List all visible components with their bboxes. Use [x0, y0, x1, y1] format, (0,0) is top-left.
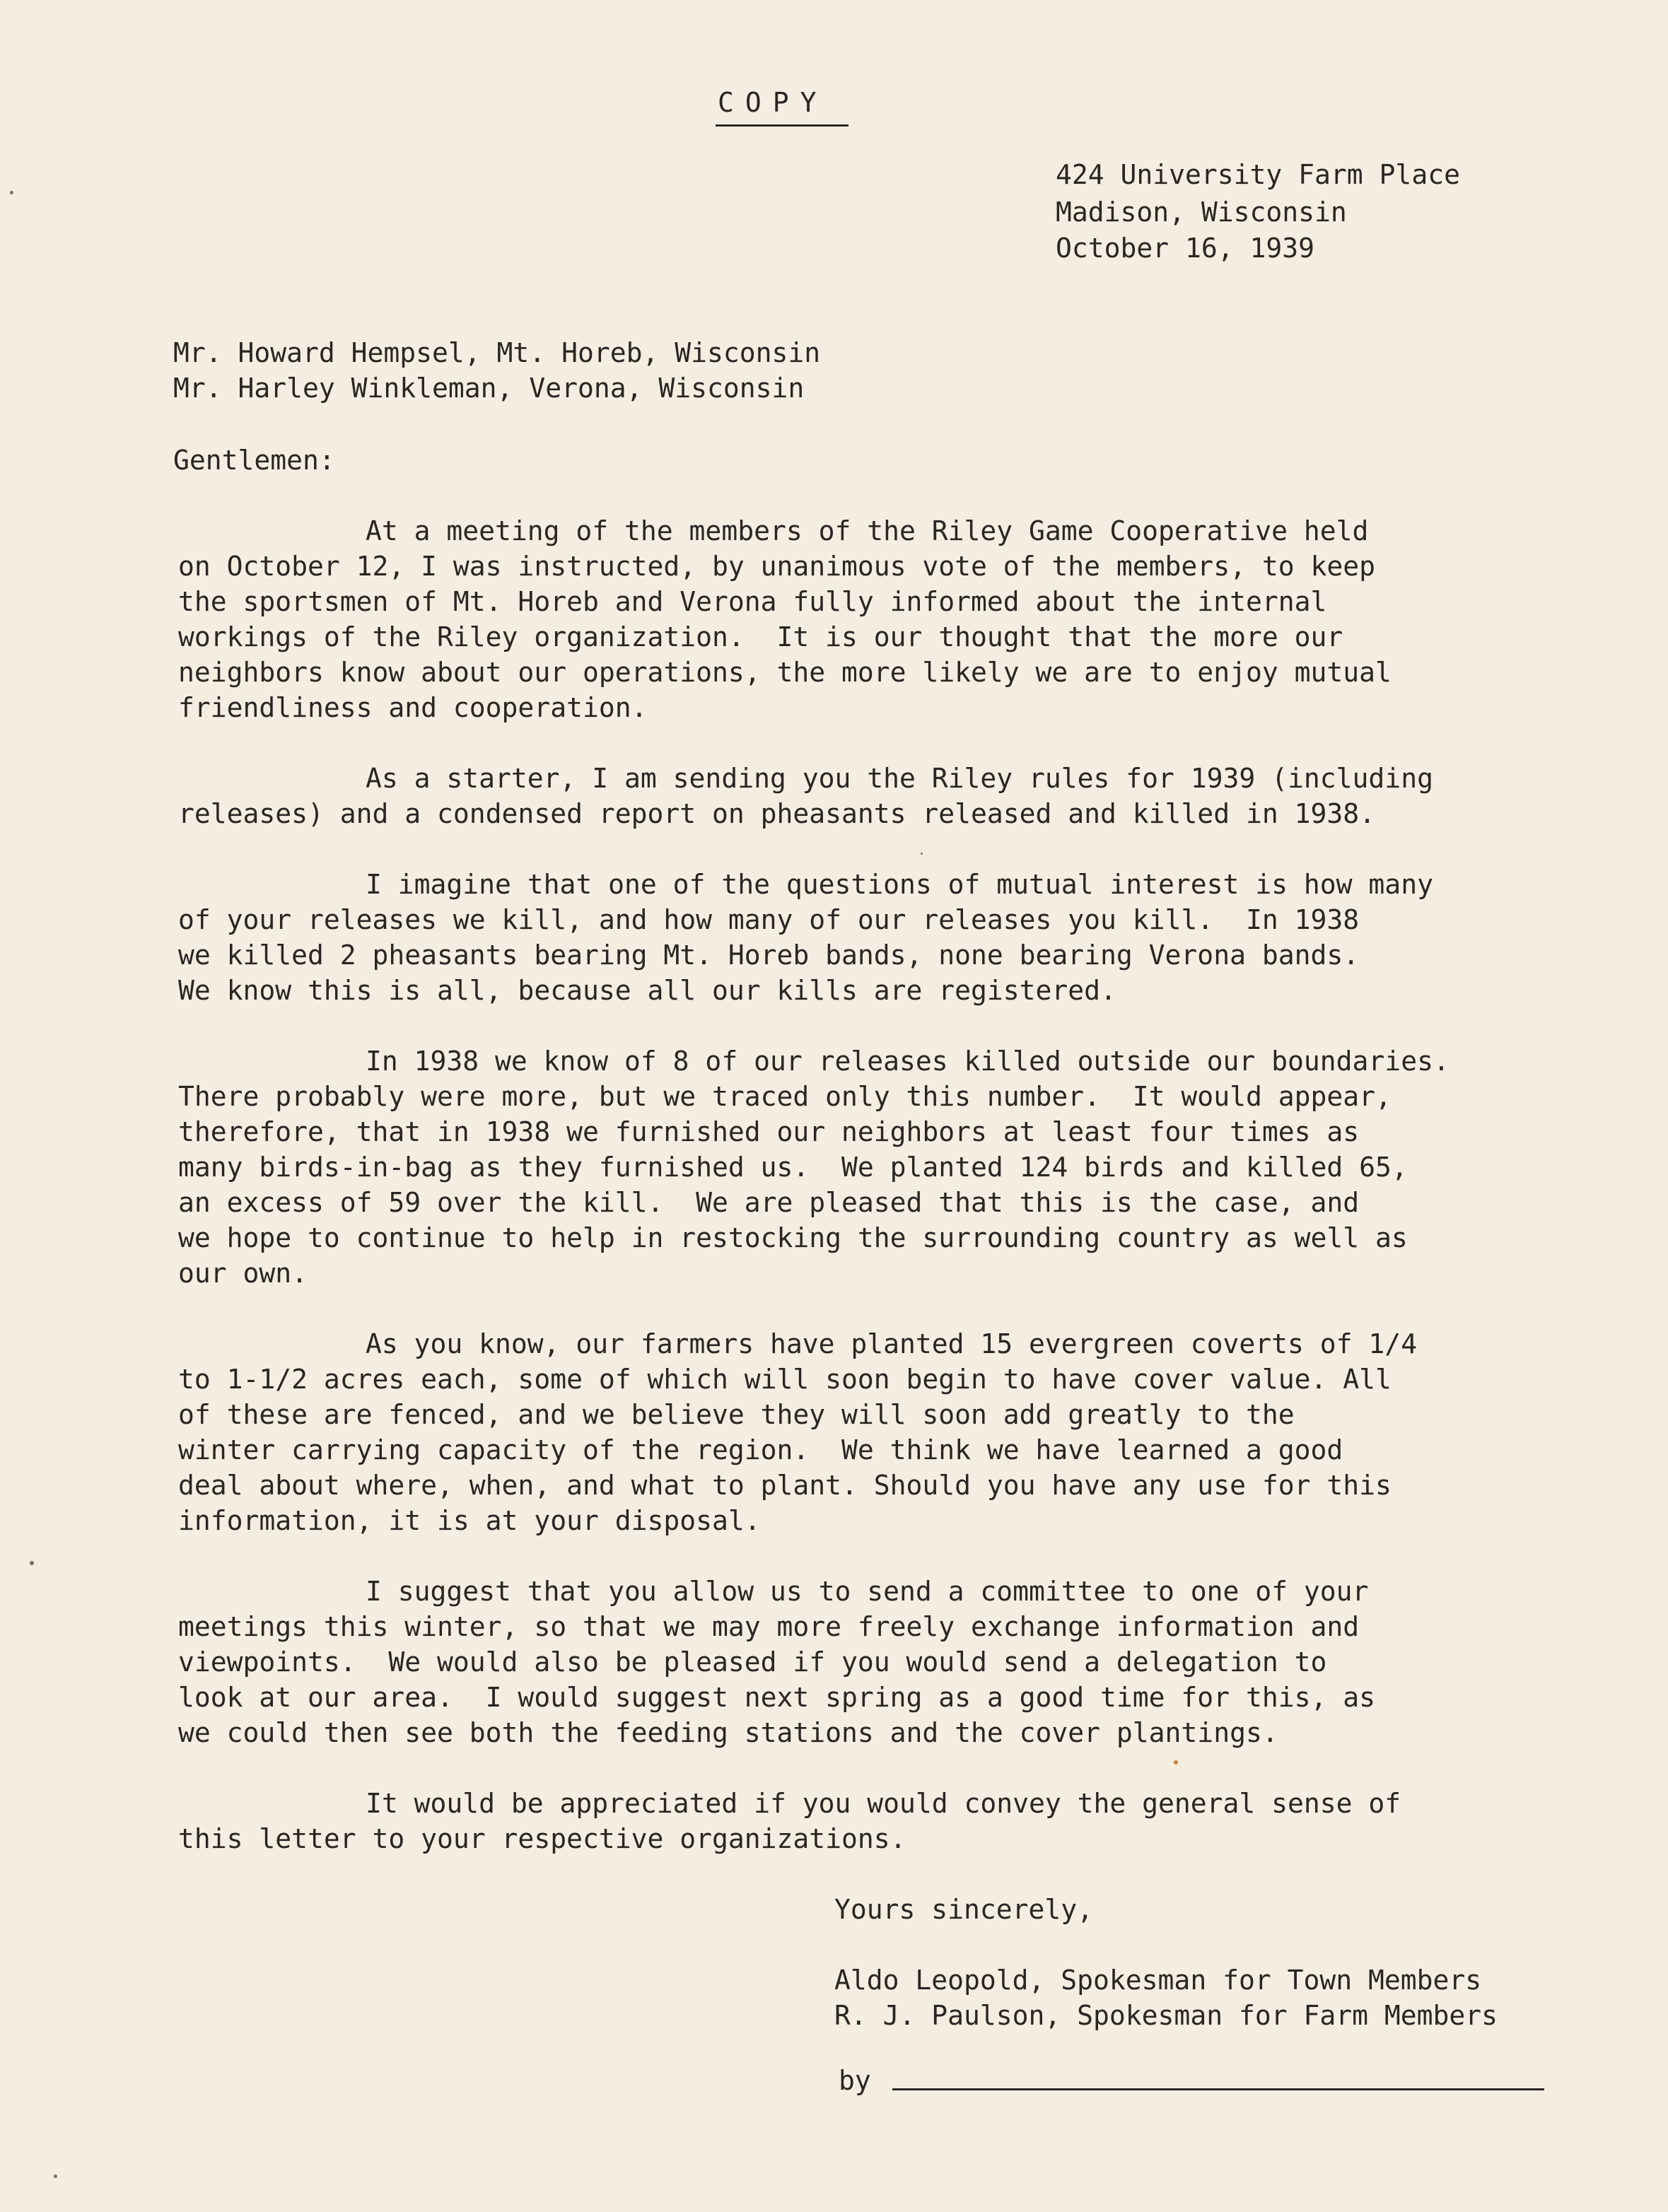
copy-heading-underline [716, 124, 848, 127]
paragraph-line: As a starter, I am sending you the Riley rules for 1939 (including [366, 763, 1433, 794]
paragraph-line: of your releases we kill, and how many of our releases you kill. In 1938 [178, 904, 1360, 935]
paragraph-line: As you know, our farmers have planted 15 evergreen coverts of 1/4 [366, 1328, 1418, 1359]
letter-date: October 16, 1939 [1056, 233, 1315, 264]
paragraph-line: information, it is at your disposal. [178, 1505, 761, 1536]
recipient-line: Mr. Howard Hempsel, Mt. Horeb, Wisconsin [173, 337, 821, 368]
paragraph-line: to 1-1/2 acres each, some of which will soon begin to have cover value. All [178, 1364, 1392, 1395]
signature-by-label: by [839, 2065, 871, 2096]
paragraph-line: meetings this winter, so that we may more freely exchange information and [178, 1611, 1360, 1642]
paragraph-line: an excess of 59 over the kill. We are pleased that this is the case, and [178, 1187, 1360, 1218]
paragraph-line: on October 12, I was instructed, by unanimous vote of the members, to keep [178, 551, 1375, 582]
paragraph-line: of these are fenced, and we believe they will soon add greatly to the [178, 1399, 1295, 1430]
salutation: Gentlemen: [173, 445, 335, 476]
paragraph-line: It would be appreciated if you would convey the general sense of [366, 1788, 1401, 1819]
paragraph-line: We know this is all, because all our kills are registered. [178, 975, 1116, 1006]
signatory-line: Aldo Leopold, Spokesman for Town Members [834, 1965, 1482, 1996]
paragraph-line: I suggest that you allow us to send a committee to one of your [366, 1576, 1369, 1607]
closing: Yours sincerely, [834, 1894, 1094, 1925]
paragraph-line: There probably were more, but we traced only this number. It would appear, [178, 1081, 1392, 1112]
paragraph-line: this letter to your respective organizations. [178, 1823, 906, 1854]
paragraph-line: workings of the Riley organization. It is our thought that the more our [178, 621, 1343, 653]
paragraph-line: friendliness and cooperation. [178, 692, 648, 723]
paragraph-line: the sportsmen of Mt. Horeb and Verona fully informed about the internal [178, 586, 1327, 617]
signatory-line: R. J. Paulson, Spokesman for Farm Members [834, 2000, 1498, 2031]
recipient-line: Mr. Harley Winkleman, Verona, Wisconsin [173, 373, 805, 404]
paper-speck [10, 191, 13, 194]
sender-city-line: Madison, Wisconsin [1056, 197, 1347, 228]
paragraph-line: deal about where, when, and what to plant. Should you have any use for this [178, 1470, 1392, 1501]
paragraph-line: many birds-in-bag as they furnished us. We planted 124 birds and killed 65, [178, 1152, 1408, 1183]
paper-speck [54, 2175, 57, 2178]
paper-speck [1174, 1760, 1178, 1765]
paragraph-line: I imagine that one of the questions of mutual interest is how many [366, 869, 1433, 900]
paragraph-line: winter carrying capacity of the region. We think we have learned a good [178, 1434, 1343, 1465]
paper-speck [921, 853, 923, 855]
paper-speck [30, 1561, 34, 1565]
paragraph-line: our own. [178, 1258, 308, 1289]
paragraph-line: neighbors know about our operations, the more likely we are to enjoy mutual [178, 657, 1392, 688]
paragraph-line: viewpoints. We would also be pleased if you would send a delegation to [178, 1646, 1327, 1678]
paragraph-line: In 1938 we know of 8 of our releases killed outside our boundaries. [366, 1046, 1450, 1077]
paragraph-line: releases) and a condensed report on pheasants released and killed in 1938. [178, 798, 1375, 829]
paragraph-line: we killed 2 pheasants bearing Mt. Horeb bands, none bearing Verona bands. [178, 940, 1360, 971]
paragraph-line: look at our area. I would suggest next spring as a good time for this, as [178, 1682, 1375, 1713]
paragraph-line: we hope to continue to help in restocking the surrounding country as well as [178, 1222, 1408, 1253]
paragraph-line: therefore, that in 1938 we furnished our neighbors at least four times as [178, 1116, 1360, 1147]
copy-heading: COPY [718, 87, 828, 118]
sender-address-line: 424 University Farm Place [1056, 159, 1460, 190]
signature-line [892, 2088, 1544, 2090]
paragraph-line: we could then see both the feeding stations and the cover plantings. [178, 1717, 1278, 1748]
paragraph-line: At a meeting of the members of the Riley Game Cooperative held [366, 515, 1369, 546]
